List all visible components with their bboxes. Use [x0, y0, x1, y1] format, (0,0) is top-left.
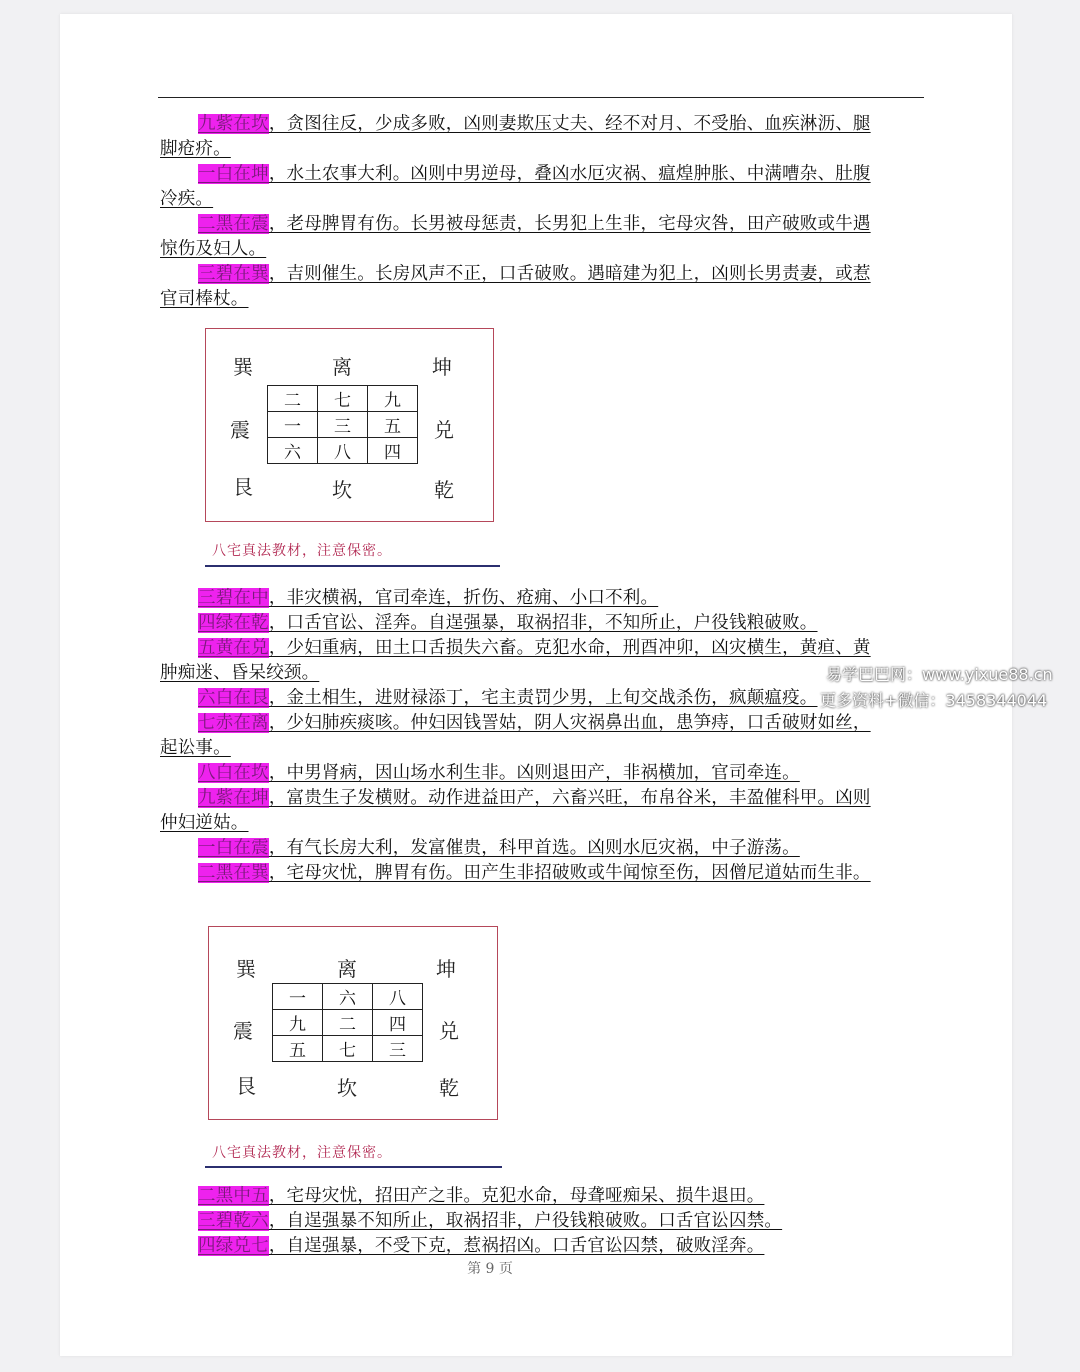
- paragraph-text: ，有气长房大利，发富催贵，科甲首选。凶则水厄灾祸，中子游荡。: [268, 838, 800, 858]
- grid-cell: 九: [273, 1010, 323, 1036]
- grid-cell: 二: [268, 386, 318, 412]
- grid-cell: 一: [273, 984, 323, 1010]
- paragraph-group-mid: [160, 586, 924, 886]
- watermark-contact: 更多资料+微信：3458344044: [820, 691, 1048, 710]
- direction-e: 震: [233, 1019, 253, 1043]
- grid-cell: 四: [373, 1010, 423, 1036]
- paragraph-line: [160, 861, 924, 886]
- page-number: 第 9 页: [467, 1261, 513, 1277]
- paragraph-text: ，贪图往反，少成多败，凶则妻欺压丈夫、经不对月、不受胎、血疾淋沥、腿: [268, 114, 871, 134]
- direction-ne: 艮: [236, 1074, 256, 1098]
- star-position-label: 一白在坤: [198, 164, 269, 184]
- paragraph-text: ，自逞强暴不知所止，取祸招非，户役钱粮破败。口舌官讼囚禁。: [268, 1211, 783, 1231]
- paragraph-line: [160, 1184, 924, 1209]
- paragraph-text: ，水土农事大利。凶则中男逆母，叠凶水厄灾祸、瘟煌肿胀、中满嘈杂、肚腹: [268, 164, 871, 184]
- direction-ne: 艮: [233, 475, 253, 499]
- paragraph-text: 冷疾。: [160, 189, 214, 209]
- star-position-label: 六白在艮: [198, 688, 269, 708]
- paragraph-text: 肿痴迷、昏呆绞颈。: [160, 663, 320, 683]
- star-position-label: 七赤在离: [198, 713, 269, 733]
- paragraph-line: [160, 686, 924, 711]
- paragraph-text: 仲妇逆姑。: [160, 813, 249, 833]
- grid-cell: 五: [273, 1036, 323, 1062]
- paragraph-text: ，吉则催生。长房风声不正，口舌破败。遇暗建为犯上，凶则长男责妻，或惹: [268, 264, 871, 284]
- grid-cell: 三: [373, 1036, 423, 1062]
- grid-cell: 九: [368, 386, 418, 412]
- direction-w: 兑: [434, 418, 454, 442]
- paragraph-group-top: [160, 112, 924, 312]
- direction-se: 巽: [236, 957, 256, 981]
- nine-palace-grid: [272, 983, 423, 1062]
- paragraph-text: ，宅母灾忧，脾胃有伤。田产生非招破败或牛闻惊至伤，因僧尼道姑而生非。: [268, 863, 871, 883]
- direction-sw: 坤: [436, 957, 456, 981]
- direction-s: 离: [337, 957, 357, 981]
- paragraph-text: 惊伤及妇人。: [160, 239, 267, 259]
- paragraph-line: [160, 187, 924, 212]
- caption-rule: [205, 565, 500, 567]
- paragraph-text: ，老母脾胃有伤。长男被母惩责，长男犯上生非，宅母灾咎，田产破败或牛遇: [268, 214, 871, 234]
- direction-n: 坎: [337, 1076, 357, 1100]
- paragraph-text: ，金土相生，进财禄添丁，宅主责罚少男，上旬交战杀伤，疯颠瘟疫。: [268, 688, 818, 708]
- star-position-label: 三碧乾六: [198, 1211, 269, 1231]
- direction-w: 兑: [439, 1019, 459, 1043]
- nine-palace-grid: [267, 385, 418, 464]
- paragraph-line: [160, 736, 924, 761]
- star-position-label: 二黑中五: [198, 1186, 269, 1206]
- flying-star-diagram-1: [205, 328, 494, 522]
- paragraph-line: [160, 711, 924, 736]
- direction-e: 震: [230, 418, 250, 442]
- flying-star-diagram-2: [208, 926, 498, 1120]
- grid-cell: 二: [323, 1010, 373, 1036]
- paragraph-text: ，自逞强暴，不受下克，惹祸招凶。口舌官讼囚禁，破败淫奔。: [268, 1236, 765, 1256]
- grid-cell: 八: [318, 438, 368, 464]
- diagram-caption: 八宅真法教材，注意保密。: [212, 543, 392, 559]
- star-position-label: 一白在震: [198, 838, 269, 858]
- paragraph-group-bottom: [160, 1184, 924, 1259]
- watermark-site: 易学巴巴网：www.yixue88.cn: [826, 665, 1053, 684]
- star-position-label: 五黄在兑: [198, 638, 269, 658]
- paragraph-line: [160, 836, 924, 861]
- paragraph-line: [160, 811, 924, 836]
- direction-sw: 坤: [432, 355, 452, 379]
- paragraph-line: [160, 237, 924, 262]
- star-position-label: 二黑在巽: [198, 863, 269, 883]
- direction-n: 坎: [332, 478, 352, 502]
- star-position-label: 四绿在乾: [198, 613, 269, 633]
- paragraph-line: [160, 761, 924, 786]
- paragraph-line: [160, 661, 924, 686]
- diagram-caption: 八宅真法教材，注意保密。: [212, 1145, 392, 1161]
- star-position-label: 三碧在中: [198, 588, 269, 608]
- paragraph-text: ，富贵生子发横财。动作进益田产，六畜兴旺，布帛谷米，丰盈催科甲。凶则: [268, 788, 871, 808]
- header-rule: [158, 97, 924, 98]
- paragraph-line: [160, 586, 924, 611]
- paragraph-text: ，宅母灾忧，招田产之非。克犯水命，母聋哑痴呆、损牛退田。: [268, 1186, 765, 1206]
- grid-cell: 三: [318, 412, 368, 438]
- direction-se: 巽: [233, 355, 253, 379]
- paragraph-text: 脚疮疥。: [160, 139, 231, 159]
- paragraph-line: [160, 112, 924, 137]
- paragraph-text: ，非灾横祸，官司牵连，折伤、疮痈、小口不利。: [268, 588, 659, 608]
- paragraph-line: [160, 1209, 924, 1234]
- direction-nw: 乾: [439, 1076, 459, 1100]
- grid-cell: 一: [268, 412, 318, 438]
- paragraph-line: [160, 636, 924, 661]
- grid-cell: 六: [323, 984, 373, 1010]
- paragraph-text: 起讼事。: [160, 738, 231, 758]
- direction-s: 离: [332, 355, 352, 379]
- star-position-label: 二黑在震: [198, 214, 269, 234]
- grid-cell: 七: [323, 1036, 373, 1062]
- paragraph-line: [160, 611, 924, 636]
- grid-cell: 四: [368, 438, 418, 464]
- star-position-label: 三碧在巽: [198, 264, 269, 284]
- paragraph-text: ，口舌官讼、淫奔。自逞强暴，取祸招非，不知所止，户役钱粮破败。: [268, 613, 818, 633]
- paragraph-line: [160, 162, 924, 187]
- grid-cell: 六: [268, 438, 318, 464]
- caption-rule: [205, 1166, 502, 1168]
- paragraph-text: ，少妇肺疾痰咳。仲妇因钱詈姑，阴人灾祸鼻出血，患笋痔，口舌破财如丝，: [268, 713, 871, 733]
- star-position-label: 九紫在坤: [198, 788, 269, 808]
- paragraph-text: ，少妇重病，田土口舌损失六畜。克犯水命，刑酉冲卯，凶灾横生，黄疸、黄: [268, 638, 871, 658]
- grid-cell: 五: [368, 412, 418, 438]
- paragraph-line: [160, 212, 924, 237]
- paragraph-text: ，中男肾病，因山场水利生非。凶则退田产，非祸横加，官司牵连。: [268, 763, 800, 783]
- grid-cell: 七: [318, 386, 368, 412]
- paragraph-line: [160, 786, 924, 811]
- paragraph-text: 官司棒杖。: [160, 289, 249, 309]
- paragraph-line: [160, 287, 924, 312]
- paragraph-line: [160, 137, 924, 162]
- star-position-label: 九紫在坎: [198, 114, 269, 134]
- paragraph-line: [160, 1234, 924, 1259]
- paragraph-line: [160, 262, 924, 287]
- star-position-label: 八白在坎: [198, 763, 269, 783]
- direction-nw: 乾: [434, 478, 454, 502]
- star-position-label: 四绿兑七: [198, 1236, 269, 1256]
- grid-cell: 八: [373, 984, 423, 1010]
